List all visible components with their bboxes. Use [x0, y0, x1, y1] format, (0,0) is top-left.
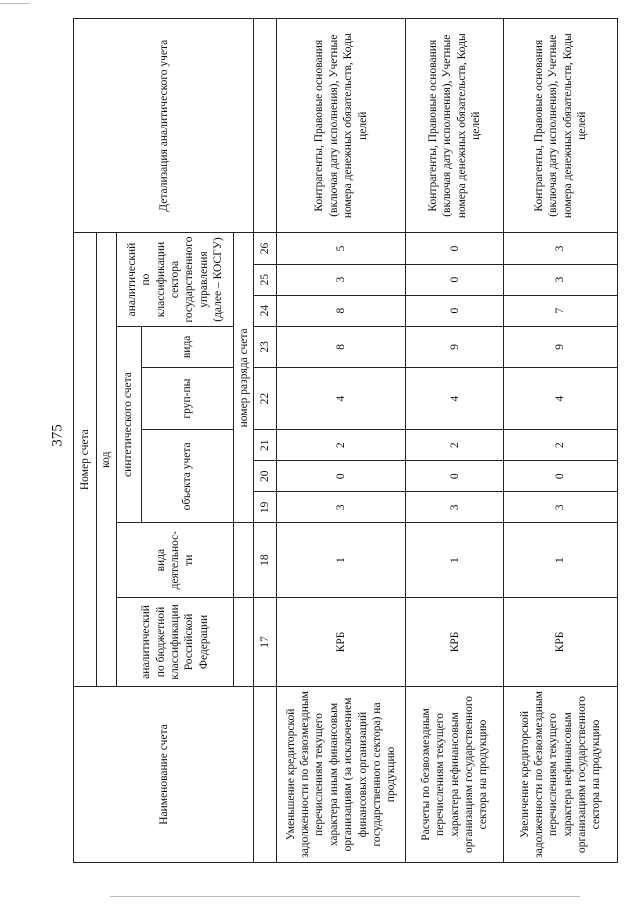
header-digit-number: номер разряда счета: [234, 233, 254, 523]
table-row: [504, 19, 618, 863]
digit-23: 23: [254, 326, 277, 367]
cell-20: 0: [406, 461, 504, 492]
digit-22: 22: [254, 368, 277, 430]
header-group: груп-пы: [141, 368, 234, 430]
cell-25: 3: [504, 264, 618, 295]
header-name: Наименование счета: [74, 686, 254, 862]
cell-21: 2: [504, 430, 618, 461]
header-synthetic: синтетического счета: [116, 326, 141, 523]
digit-26: 26: [254, 233, 277, 264]
cell-25: 3: [277, 264, 406, 295]
cell-22: 4: [277, 368, 406, 430]
cell-18: 1: [504, 523, 618, 598]
cell-17: КРБ: [277, 597, 406, 686]
row-detail: Контрагенты, Правовые основания (включая дату исполнения), Учетные номера денежных обязательств, Коды целей: [277, 19, 406, 233]
header-analytic-kosgu: аналитический по классификации сектора государственного управления (далее – КОСГУ): [116, 233, 234, 326]
digit-21: 21: [254, 430, 277, 461]
digit-blank-detail: [254, 19, 277, 233]
cell-24: 7: [504, 295, 618, 326]
cell-18: 1: [406, 523, 504, 598]
row-name: Расчеты по безвозмездным перечислениям текущего характера нефинансовым организациям государственного сектора на продукцию: [406, 686, 504, 862]
header-analytic-budget: аналитический по бюджетной классификации Российской Федерации: [116, 597, 234, 686]
table-frame: [73, 18, 618, 863]
header-kind: вида: [141, 326, 234, 367]
row-name: Уменьшение кредиторской задолженности по безвозмездным перечислениям текущего характера иным финансовым организациям (за исключением финансовых организаций государственного сектора) на продукцию: [277, 686, 406, 862]
cell-23: 9: [406, 326, 504, 367]
cell-25: 0: [406, 264, 504, 295]
table-row: [277, 19, 406, 863]
accounts-table: [73, 18, 618, 863]
header-detail: Детализация аналитического учета: [74, 19, 254, 233]
scan-line-top: [0, 3, 30, 4]
header-code: код: [96, 233, 116, 687]
row-detail: Контрагенты, Правовые основания (включая дату исполнения), Учетные номера денежных обязательств, Коды целей: [406, 19, 504, 233]
cell-24: 0: [406, 295, 504, 326]
cell-24: 8: [277, 295, 406, 326]
page-number: 375: [49, 424, 66, 447]
digit-blank: [254, 686, 277, 862]
digit-18: 18: [254, 523, 277, 598]
cell-20: 0: [504, 461, 618, 492]
header-object: объекта учета: [141, 430, 234, 523]
rotated-table-wrapper: [73, 18, 618, 863]
cell-26: 5: [277, 233, 406, 264]
row-detail: Контрагенты, Правовые основания (включая дату исполнения), Учетные номера денежных обязательств, Коды целей: [504, 19, 618, 233]
digit-24: 24: [254, 295, 277, 326]
cell-26: 3: [504, 233, 618, 264]
row-name: Увеличение кредиторской задолженности по безвозмездным перечислениям текущего характера нефинансовым организациям государственного сектора на продукцию: [504, 686, 618, 862]
cell-17: КРБ: [406, 597, 504, 686]
cell-18: 1: [277, 523, 406, 598]
header-account-number: Номер счета: [74, 233, 97, 687]
scan-line-bottom: [110, 896, 580, 897]
cell-23: 9: [504, 326, 618, 367]
cell-19: 3: [406, 492, 504, 523]
cell-20: 0: [277, 461, 406, 492]
digit-25: 25: [254, 264, 277, 295]
header-activity: вида деятельнос-ти: [116, 523, 234, 598]
cell-26: 0: [406, 233, 504, 264]
cell-19: 3: [277, 492, 406, 523]
cell-19: 3: [504, 492, 618, 523]
digit-20: 20: [254, 461, 277, 492]
cell-22: 4: [406, 368, 504, 430]
digit-17: 17: [254, 597, 277, 686]
cell-21: 2: [406, 430, 504, 461]
cell-22: 4: [504, 368, 618, 430]
cell-17: КРБ: [504, 597, 618, 686]
table-row: [406, 19, 504, 863]
cell-23: 8: [277, 326, 406, 367]
cell-21: 2: [277, 430, 406, 461]
digit-19: 19: [254, 492, 277, 523]
